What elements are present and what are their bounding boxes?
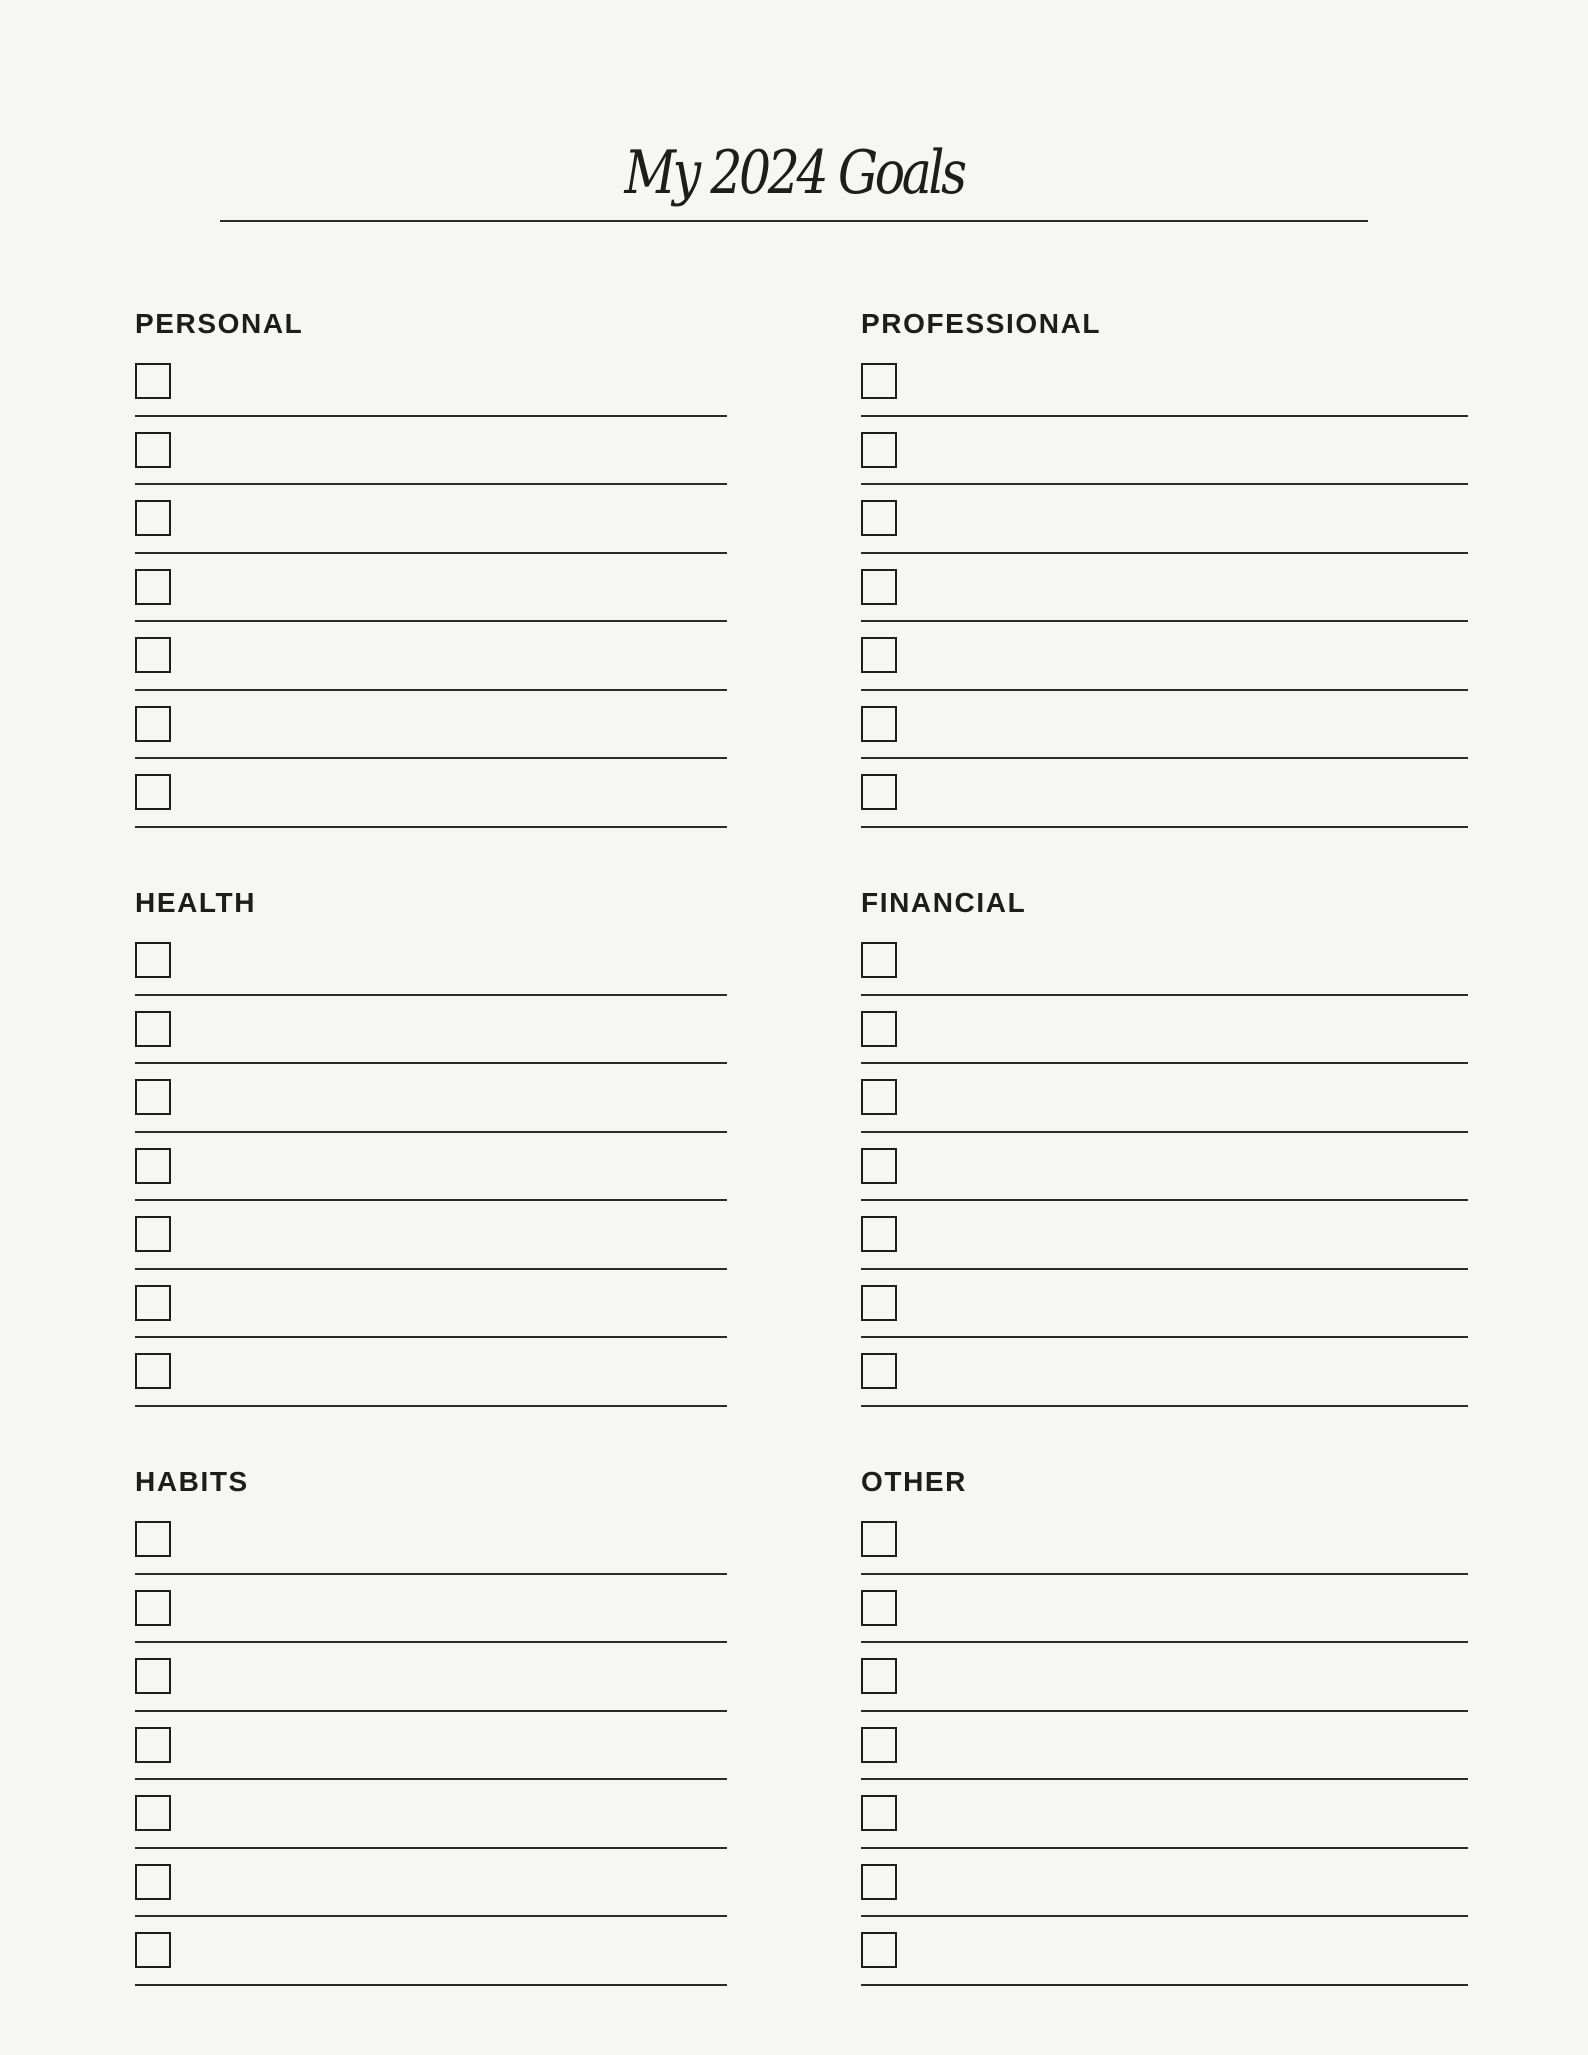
goal-row-habits[interactable]	[135, 1643, 727, 1712]
goal-row-personal[interactable]	[135, 759, 727, 828]
section-heading-habits: HABITS	[135, 1466, 249, 1497]
section-other	[861, 1466, 1468, 1986]
section-heading-personal: PERSONAL	[135, 308, 304, 339]
goal-checkbox[interactable]	[861, 1216, 897, 1252]
goal-checkbox[interactable]	[861, 1353, 897, 1389]
goal-checkbox[interactable]	[135, 363, 171, 399]
goal-row-habits[interactable]	[135, 1849, 727, 1918]
goal-row-personal[interactable]	[135, 691, 727, 760]
goal-row-health[interactable]	[135, 927, 727, 996]
goal-checkbox[interactable]	[861, 1590, 897, 1626]
goal-checkbox[interactable]	[135, 1795, 171, 1831]
goal-list-other	[861, 1506, 1468, 1986]
section-heading-health: HEALTH	[135, 887, 257, 918]
goal-row-other[interactable]	[861, 1849, 1468, 1918]
goal-row-health[interactable]	[135, 1133, 727, 1202]
goal-row-professional[interactable]	[861, 485, 1468, 554]
goal-checkbox[interactable]	[135, 774, 171, 810]
goal-row-other[interactable]	[861, 1506, 1468, 1575]
goal-row-other[interactable]	[861, 1575, 1468, 1644]
goal-row-habits[interactable]	[135, 1506, 727, 1575]
goal-checkbox[interactable]	[135, 1590, 171, 1626]
goal-checkbox[interactable]	[861, 1011, 897, 1047]
goal-row-professional[interactable]	[861, 417, 1468, 486]
goal-checkbox[interactable]	[861, 637, 897, 673]
goal-checkbox[interactable]	[861, 942, 897, 978]
goal-checkbox[interactable]	[135, 1148, 171, 1184]
goal-checkbox[interactable]	[135, 432, 171, 468]
goal-list-health	[135, 927, 727, 1407]
goal-checkbox[interactable]	[861, 1521, 897, 1557]
goal-checkbox[interactable]	[861, 1795, 897, 1831]
goal-row-other[interactable]	[861, 1712, 1468, 1781]
goal-checkbox[interactable]	[861, 1864, 897, 1900]
goal-checkbox[interactable]	[135, 1011, 171, 1047]
title-underline	[220, 220, 1368, 222]
goal-row-health[interactable]	[135, 1201, 727, 1270]
goal-checkbox[interactable]	[861, 1285, 897, 1321]
section-health	[135, 887, 727, 1407]
goal-checkbox[interactable]	[861, 1932, 897, 1968]
goal-row-other[interactable]	[861, 1643, 1468, 1712]
goal-row-professional[interactable]	[861, 691, 1468, 760]
goal-row-financial[interactable]	[861, 1201, 1468, 1270]
goal-checkbox[interactable]	[861, 1727, 897, 1763]
goal-row-personal[interactable]	[135, 554, 727, 623]
goal-checkbox[interactable]	[135, 1658, 171, 1694]
goal-checkbox[interactable]	[861, 432, 897, 468]
goal-row-personal[interactable]	[135, 622, 727, 691]
goal-row-personal[interactable]	[135, 348, 727, 417]
goal-row-financial[interactable]	[861, 996, 1468, 1065]
goal-row-habits[interactable]	[135, 1917, 727, 1986]
goal-checkbox[interactable]	[135, 569, 171, 605]
goal-list-habits	[135, 1506, 727, 1986]
goal-checkbox[interactable]	[135, 500, 171, 536]
goal-checkbox[interactable]	[861, 1079, 897, 1115]
goal-row-personal[interactable]	[135, 417, 727, 486]
goal-row-health[interactable]	[135, 1064, 727, 1133]
goal-checkbox[interactable]	[135, 706, 171, 742]
goal-row-health[interactable]	[135, 1270, 727, 1339]
goal-row-habits[interactable]	[135, 1575, 727, 1644]
goal-checkbox[interactable]	[861, 500, 897, 536]
goal-checkbox[interactable]	[135, 1353, 171, 1389]
goal-checkbox[interactable]	[135, 1079, 171, 1115]
goal-row-professional[interactable]	[861, 759, 1468, 828]
goal-checkbox[interactable]	[861, 1658, 897, 1694]
goal-row-habits[interactable]	[135, 1712, 727, 1781]
goal-checkbox[interactable]	[135, 1864, 171, 1900]
goal-row-professional[interactable]	[861, 622, 1468, 691]
goal-checkbox[interactable]	[135, 1216, 171, 1252]
goal-row-health[interactable]	[135, 1338, 727, 1407]
goal-checkbox[interactable]	[135, 1932, 171, 1968]
section-habits	[135, 1466, 727, 1986]
goal-list-financial	[861, 927, 1468, 1407]
goal-row-habits[interactable]	[135, 1780, 727, 1849]
goal-list-personal	[135, 348, 727, 828]
goal-row-financial[interactable]	[861, 1338, 1468, 1407]
goal-row-other[interactable]	[861, 1917, 1468, 1986]
goal-checkbox[interactable]	[861, 706, 897, 742]
goal-row-financial[interactable]	[861, 1133, 1468, 1202]
goal-row-professional[interactable]	[861, 554, 1468, 623]
section-professional	[861, 308, 1468, 828]
goal-row-financial[interactable]	[861, 927, 1468, 996]
goal-checkbox[interactable]	[135, 637, 171, 673]
section-personal	[135, 308, 727, 828]
goal-list-professional	[861, 348, 1468, 828]
goal-checkbox[interactable]	[135, 942, 171, 978]
goal-checkbox[interactable]	[861, 774, 897, 810]
goal-row-professional[interactable]	[861, 348, 1468, 417]
goal-checkbox[interactable]	[135, 1521, 171, 1557]
page-title: My 2024 Goals	[624, 138, 964, 208]
goal-checkbox[interactable]	[861, 363, 897, 399]
goal-checkbox[interactable]	[135, 1727, 171, 1763]
goal-checkbox[interactable]	[135, 1285, 171, 1321]
goal-row-other[interactable]	[861, 1780, 1468, 1849]
goal-row-financial[interactable]	[861, 1064, 1468, 1133]
goal-row-financial[interactable]	[861, 1270, 1468, 1339]
section-heading-professional: PROFESSIONAL	[861, 308, 1102, 339]
goal-checkbox[interactable]	[861, 1148, 897, 1184]
section-heading-financial: FINANCIAL	[861, 887, 1027, 918]
goal-row-personal[interactable]	[135, 485, 727, 554]
goal-checkbox[interactable]	[861, 569, 897, 605]
section-financial	[861, 887, 1468, 1407]
section-heading-other: OTHER	[861, 1466, 967, 1497]
goal-row-health[interactable]	[135, 996, 727, 1065]
